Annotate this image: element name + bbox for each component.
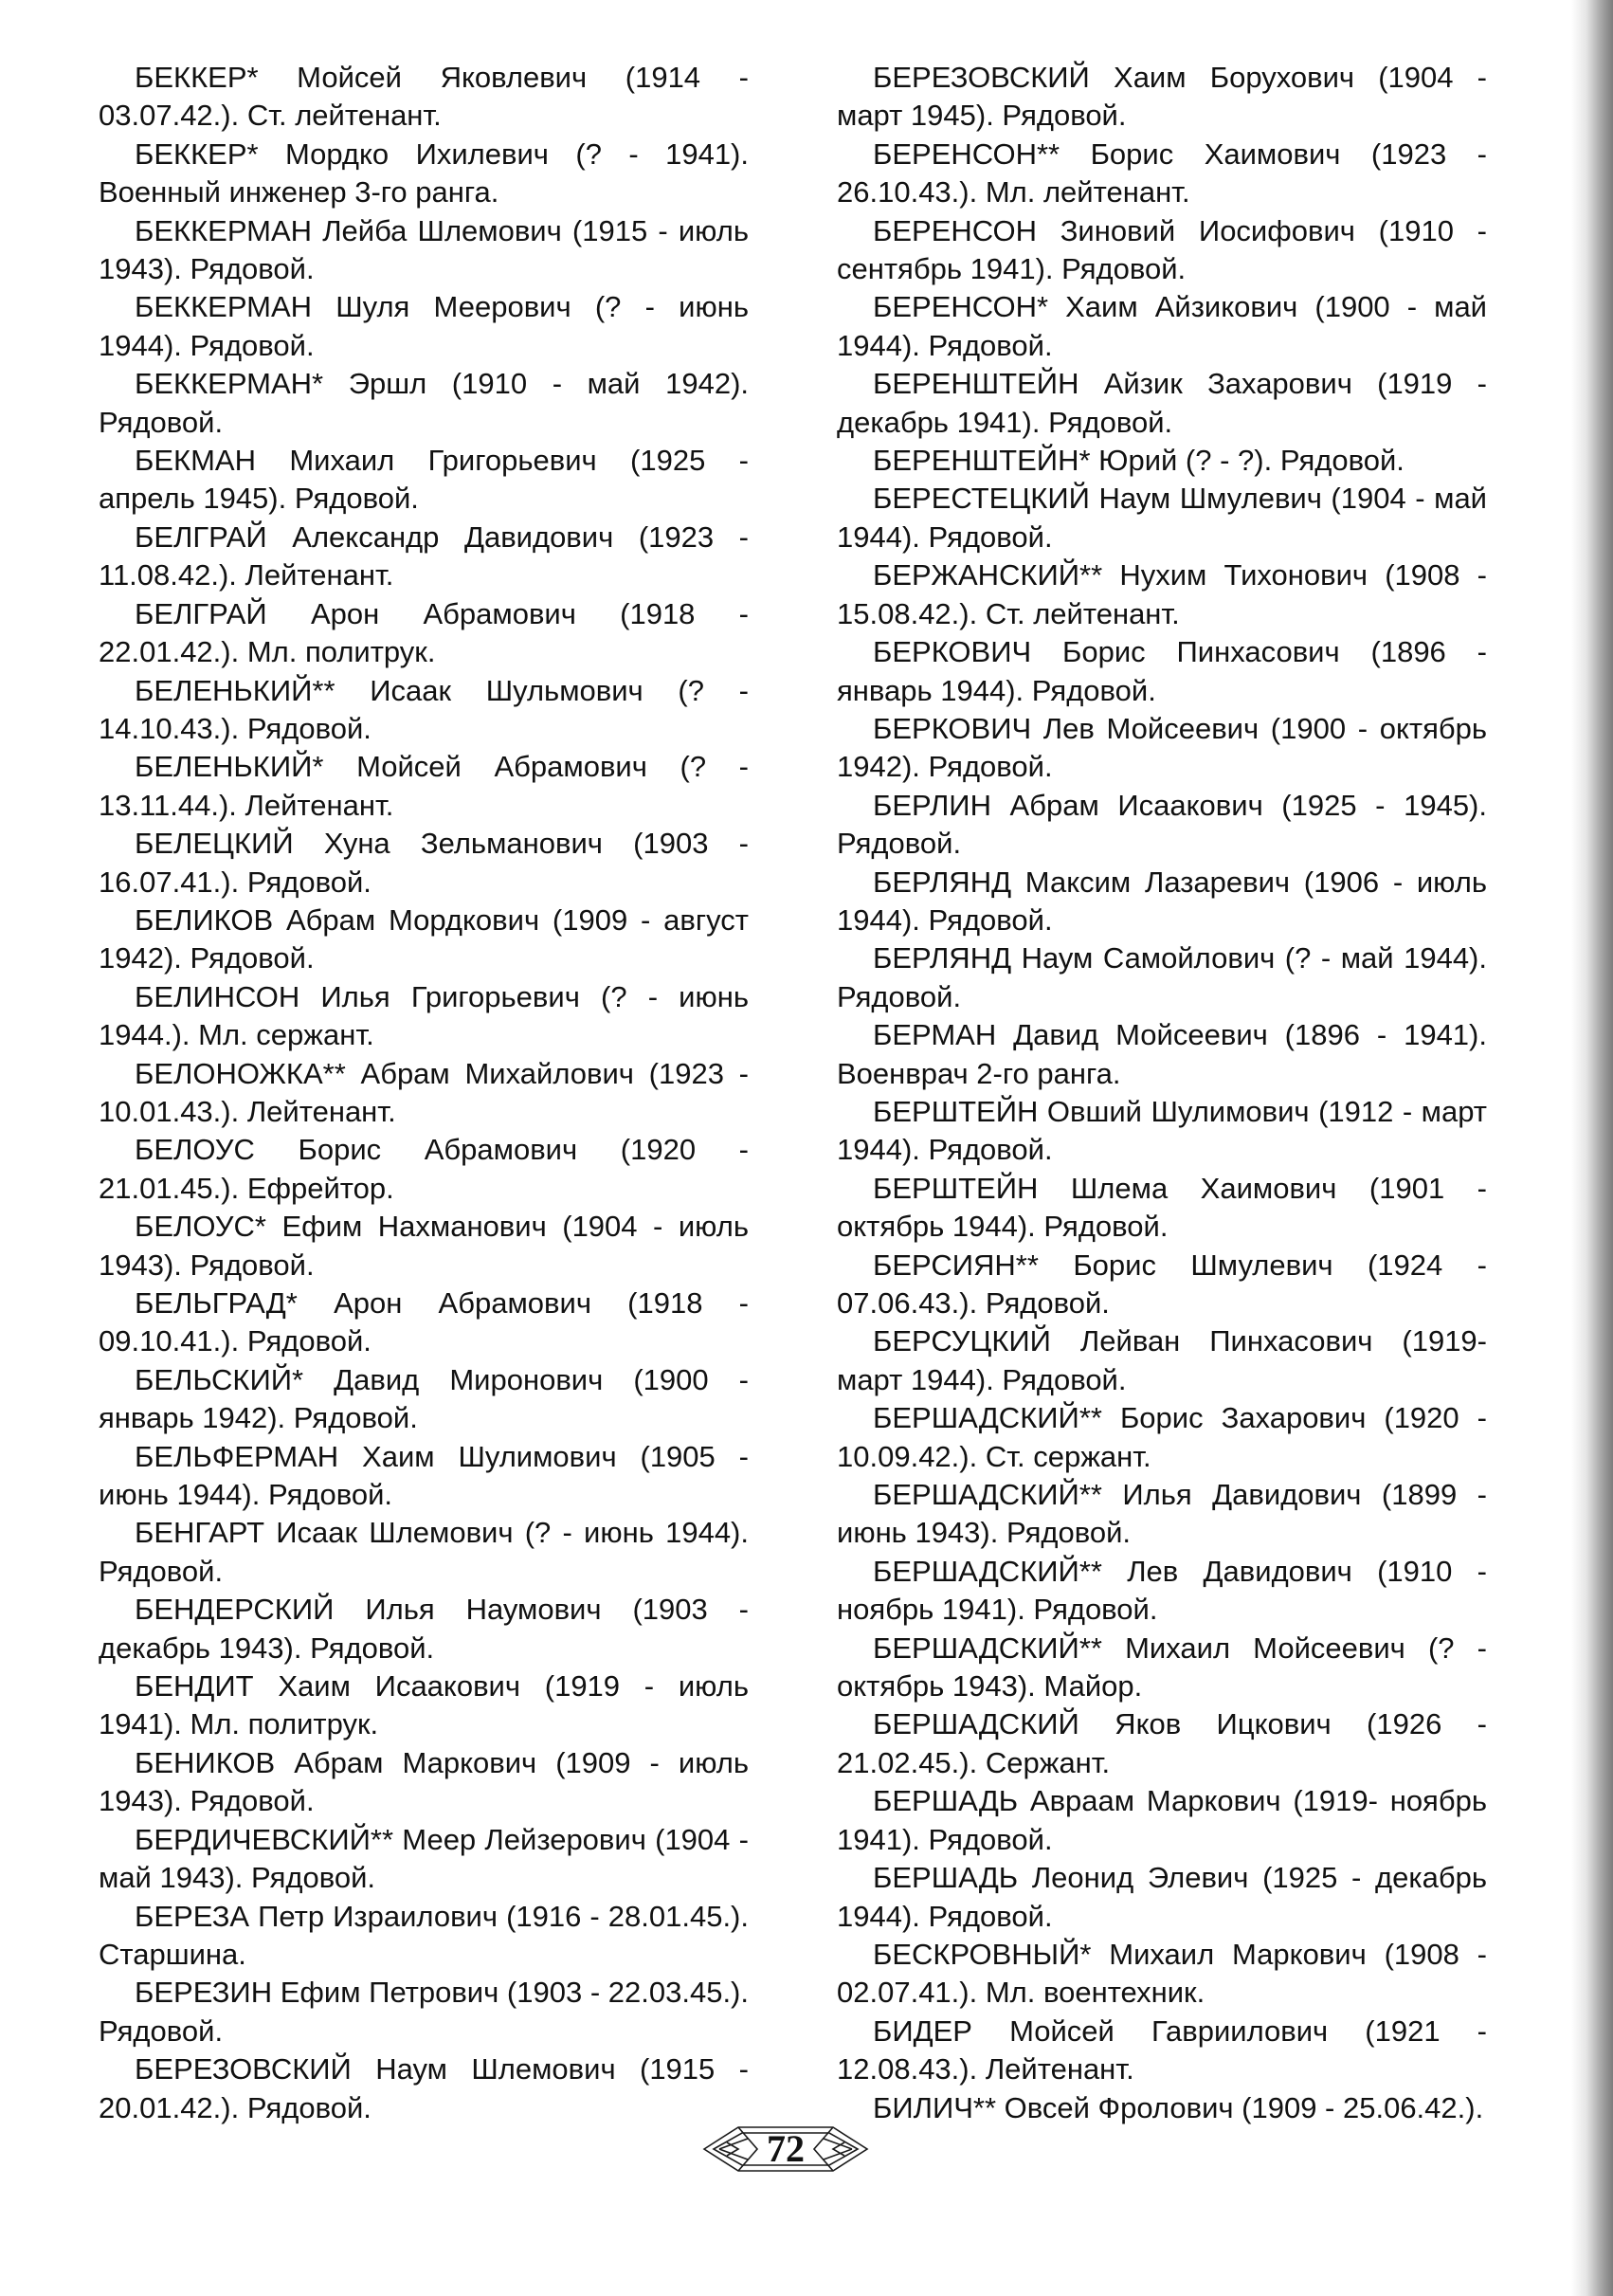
page-edge-shadow — [1571, 0, 1613, 2296]
entry: БЕЛЕНЬКИЙ** Исаак Шульмович (? - 14.10.43.). Рядовой. — [99, 673, 749, 745]
entry: БЕЛОУС* Ефим Нахманович (1904 - июль 1943). Рядовой. — [99, 1210, 749, 1282]
entry: БЕЛИКОВ Абрам Мордкович (1909 - август 1942). Рядовой. — [99, 902, 749, 975]
entry: БИДЕР Мойсей Гавриилович (1921 - 12.08.43.). Лейтенант. — [837, 2014, 1487, 2086]
entry: БЕЛЬФЕРМАН Хаим Шулимович (1905 - июнь 1944). Рядовой. — [99, 1439, 749, 1512]
entry: БЕЛЕНЬКИЙ* Мойсей Абрамович (? - 13.11.44.). Лейтенант. — [99, 750, 749, 822]
entry: БЕЛГРАЙ Александр Давидович (1923 - 11.08.42.). Лейтенант. — [99, 519, 749, 592]
entry: БЕРШАДСКИЙ** Михаил Мойсеевич (? - октябрь 1943). Майор. — [837, 1631, 1487, 1704]
entry: БЕРЛЯНД Наум Самойлович (? - май 1944). Рядовой. — [837, 941, 1487, 1013]
entry: БЕЛОУС Борис Абрамович (1920 - 21.01.45.). Ефрейтор. — [99, 1133, 749, 1205]
entry: БЕРЕСТЕЦКИЙ Наум Шмулевич (1904 - май 1944). Рядовой. — [837, 482, 1487, 554]
page-number: 72 — [767, 2127, 805, 2170]
entry: БЕНГАРТ Исаак Шлемович (? - июнь 1944). Рядовой. — [99, 1516, 749, 1588]
entry: БЕККЕР* Мордко Ихилевич (? - 1941). Военный инженер 3-го ранга. — [99, 137, 749, 210]
entry: БЕККЕРМАН* Эршл (1910 - май 1942). Рядовой. — [99, 367, 749, 439]
entry: БЕРКОВИЧ Борис Пинхасович (1896 - январь 1944). Рядовой. — [837, 635, 1487, 707]
entry: БЕРЕНШТЕЙН* Юрий (? - ?). Рядовой. — [873, 444, 1405, 478]
entry: БЕНДИТ Хаим Исаакович (1919 - июль 1941). Мл. политрук. — [99, 1669, 749, 1741]
entry: БЕРМАН Давид Мойсеевич (1896 - 1941). Военврач 2-го ранга. — [837, 1018, 1487, 1090]
entry: БЕРЕЗИН Ефим Петрович (1903 - 22.03.45.). Рядовой. — [99, 1976, 749, 2048]
entry: БЕРШАДСКИЙ** Илья Давидович (1899 - июнь 1943). Рядовой. — [837, 1478, 1487, 1550]
entry: БЕРШАДСКИЙ Яков Ицкович (1926 - 21.02.45.). Сержант. — [837, 1707, 1487, 1779]
entry: БЕККЕР* Мойсей Яковлевич (1914 - 03.07.42.). Ст. лейтенант. — [99, 61, 749, 133]
entry: БЕРЕЗА Петр Израилович (1916 - 28.01.45.). Старшина. — [99, 1899, 749, 1971]
entry: БЕРДИЧЕВСКИЙ** Меер Лейзерович (1904 - май 1943). Рядовой. — [99, 1822, 749, 1895]
entry: БЕККЕРМАН Лейба Шлемович (1915 - июль 1943). Рядовой. — [99, 213, 749, 286]
entry: БЕРШАДСКИЙ** Лев Давидович (1910 - ноябрь 1941). Рядовой. — [837, 1554, 1487, 1627]
entry: БЕРЖАНСКИЙ** Нухим Тихонович (1908 - 15.08.42.). Ст. лейтенант. — [837, 558, 1487, 630]
entry: БЕЛИНСОН Илья Григорьевич (? - июнь 1944.). Мл. сержант. — [99, 979, 749, 1052]
entry: БЕСКРОВНЫЙ* Михаил Маркович (1908 - 02.07.41.). Мл. воентехник. — [837, 1937, 1487, 2010]
entry: БИЛИЧ** Овсей Фролович (1909 - 25.06.42.). — [873, 2090, 1484, 2124]
entry: БЕРШАДСКИЙ** Борис Захарович (1920 - 10.09.42.). Ст. сержант. — [837, 1401, 1487, 1473]
entry: БЕЛЬСКИЙ* Давид Миронович (1900 - январь 1942). Рядовой. — [99, 1362, 749, 1435]
entry: БЕРЛЯНД Максим Лазаревич (1906 - июль 1944). Рядовой. — [837, 865, 1487, 937]
entry: БЕРЕЗОВСКИЙ Хаим Борухович (1904 - март 1945). Рядовой. — [837, 61, 1487, 133]
entry: БЕРСУЦКИЙ Лейван Пинхасович (1919- март 1944). Рядовой. — [837, 1324, 1487, 1396]
entry: БЕКМАН Михаил Григорьевич (1925 - апрель 1945). Рядовой. — [99, 444, 749, 516]
entry: БЕРЛИН Абрам Исаакович (1925 - 1945). Рядовой. — [837, 788, 1487, 861]
entry: БЕЛГРАЙ Арон Абрамович (1918 - 22.01.42.). Мл. политрук. — [99, 596, 749, 669]
entry: БЕЛОНОЖКА** Абрам Михайлович (1923 - 10.01.43.). Лейтенант. — [99, 1056, 749, 1128]
entry: БЕККЕРМАН Шуля Меерович (? - июнь 1944). Рядовой. — [99, 290, 749, 362]
page-number-badge — [700, 2120, 871, 2178]
entry: БЕРКОВИЧ Лев Мойсеевич (1900 - октябрь 1942). Рядовой. — [837, 711, 1487, 784]
entry: БЕРЕЗОВСКИЙ Наум Шлемович (1915 - 20.01.42.). Рядовой. — [99, 2052, 749, 2124]
entry: БЕРЕНСОН* Хаим Айзикович (1900 - май 1944). Рядовой. — [837, 290, 1487, 362]
entry: БЕРШАДЬ Авраам Маркович (1919- ноябрь 1941). Рядовой. — [837, 1784, 1487, 1856]
entry: БЕЛЕЦКИЙ Хуна Зельманович (1903 - 16.07.41.). Рядовой. — [99, 827, 749, 899]
entry: БЕРЕНСОН Зиновий Иосифович (1910 - сентябрь 1941). Рядовой. — [837, 213, 1487, 286]
entry: БЕРШТЕЙН Шлема Хаимович (1901 - октябрь 1944). Рядовой. — [837, 1171, 1487, 1244]
entry: БЕНИКОВ Абрам Маркович (1909 - июль 1943). Рядовой. — [99, 1745, 749, 1818]
entry: БЕРСИЯН** Борис Шмулевич (1924 - 07.06.43.). Рядовой. — [837, 1248, 1487, 1320]
left-column — [99, 59, 749, 2127]
entry: БЕРШТЕЙН Овший Шулимович (1912 - март 1944). Рядовой. — [837, 1094, 1487, 1167]
entry: БЕРЕНШТЕЙН Айзик Захарович (1919 - декабрь 1941). Рядовой. — [837, 367, 1487, 439]
entry: БЕРЕНСОН** Борис Хаимович (1923 - 26.10.43.). Мл. лейтенант. — [837, 137, 1487, 210]
entry: БЕНДЕРСКИЙ Илья Наумович (1903 - декабрь 1943). Рядовой. — [99, 1593, 749, 1665]
entry: БЕРШАДЬ Леонид Элевич (1925 - декабрь 1944). Рядовой. — [837, 1861, 1487, 1933]
right-column — [837, 59, 1487, 2127]
entry: БЕЛЬГРАД* Арон Абрамович (1918 - 09.10.41.). Рядовой. — [99, 1286, 749, 1358]
